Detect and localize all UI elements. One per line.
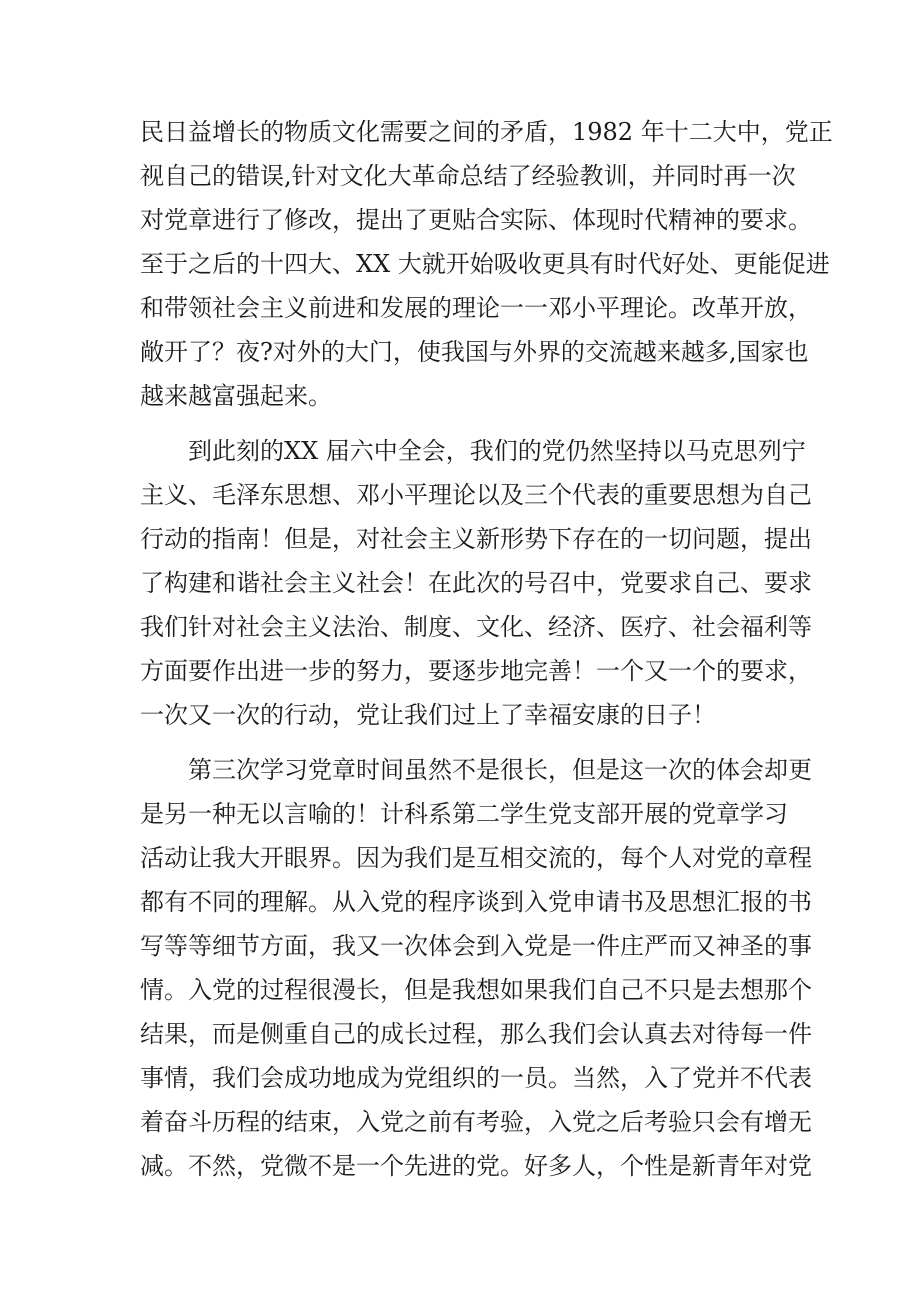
text-line: 到此刻的XX 届六中全会，我们的党仍然坚持以马克思列宁 (188, 437, 806, 465)
text-line: 事情，我们会成功地成为党组织的一员。当然，入了党并不代表 (140, 1064, 812, 1092)
text-line: 是另一种无以言喻的！计科系第二学生党支部开展的党章学习 (140, 800, 788, 828)
text-line: 结果，而是侧重自己的成长过程，那么我们会认真去对待每一件 (140, 1020, 812, 1048)
text-line: 主义、毛泽东思想、邓小平理论以及三个代表的重要思想为自己 (140, 481, 812, 509)
text-line: 第三次学习党章时间虽然不是很长，但是这一次的体会却更 (188, 756, 812, 784)
text-line: 民日益增长的物质文化需要之间的矛盾，1982 年十二大中，党正 (140, 118, 833, 146)
text-line: 越来越富强起来。 (140, 382, 332, 410)
text-line: 情。入党的过程很漫长，但是我想如果我们自己不只是去想那个 (140, 976, 812, 1004)
text-line: 都有不同的理解。从入党的程序谈到入党申请书及思想汇报的书 (140, 888, 812, 916)
text-line: 方面要作出进一步的努力，要逐步地完善！一个又一个的要求， (140, 657, 812, 685)
text-line: 至于之后的十四大、XX 大就开始吸收更具有时代好处、更能促进 (140, 250, 830, 278)
text-line: 视自己的错误,针对文化大革命总结了经验教训，并同时再一次 (140, 162, 796, 190)
text-line: 一次又一次的行动，党让我们过上了幸福安康的日子！ (140, 701, 716, 729)
document-body (140, 110, 833, 1188)
text-line: 我们针对社会主义法治、制度、文化、经济、医疗、社会福利等 (140, 613, 812, 641)
text-line: 着奋斗历程的结束，入党之前有考验，入党之后考验只会有增无 (140, 1108, 812, 1136)
text-line: 了构建和谐社会主义社会！在此次的号召中，党要求自己、要求 (140, 569, 812, 597)
text-line: 活动让我大开眼界。因为我们是互相交流的，每个人对党的章程 (140, 844, 812, 872)
text-line: 敞开了？夜?对外的大门，使我国与外界的交流越来越多,国家也 (140, 338, 809, 366)
paragraph-2 (140, 429, 812, 737)
paragraph-1 (140, 110, 833, 418)
text-line: 写等等细节方面，我又一次体会到入党是一件庄严而又神圣的事 (140, 932, 812, 960)
paragraph-3 (140, 748, 812, 1188)
text-line: 和带领社会主义前进和发展的理论一一邓小平理论。改革开放， (140, 294, 812, 322)
text-line: 减。不然，党微不是一个先进的党。好多人，个性是新青年对党 (140, 1152, 812, 1180)
text-line: 行动的指南！但是，对社会主义新形势下存在的一切问题，提出 (140, 525, 812, 553)
text-line: 对党章进行了修改，提出了更贴合实际、体现时代精神的要求。 (140, 206, 812, 234)
